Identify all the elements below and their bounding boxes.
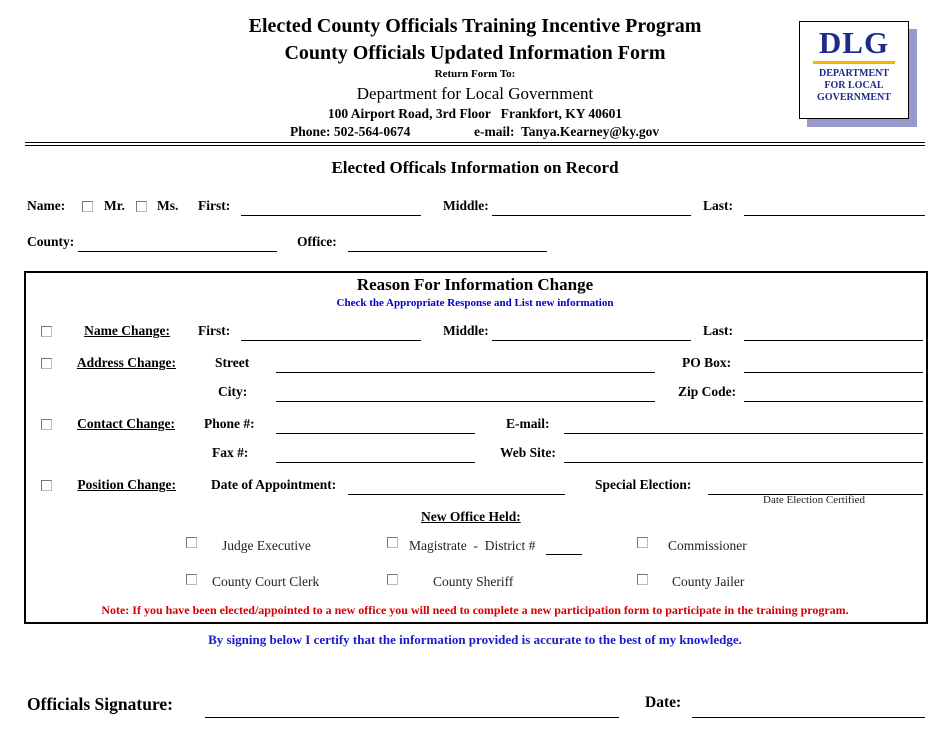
department-name: Department for Local Government xyxy=(356,84,594,103)
email-input[interactable] xyxy=(564,417,923,434)
change-first-label: First: xyxy=(198,323,231,338)
fax-label: Fax #: xyxy=(212,445,249,460)
street-label: Street xyxy=(215,355,250,370)
website-label: Web Site: xyxy=(500,445,556,460)
return-form-label: Return Form To: xyxy=(434,68,516,80)
change-last-input[interactable] xyxy=(744,324,923,341)
name-change-checkbox[interactable] xyxy=(41,326,52,337)
date-label: Date: xyxy=(645,694,682,711)
commissioner-checkbox[interactable] xyxy=(637,537,648,548)
dlg-logo xyxy=(799,21,909,119)
county-jailer-checkbox[interactable] xyxy=(637,574,648,585)
county-label: County: xyxy=(27,234,75,249)
record-first-input[interactable] xyxy=(241,199,421,216)
date-certified-caption: Date Election Certified xyxy=(763,494,866,506)
logo-abbr: DLG xyxy=(818,25,890,60)
po-box-input[interactable] xyxy=(744,356,923,373)
department-address: 100 Airport Road, 3rd Floor Frankfort, KY 40601 xyxy=(327,106,623,121)
address-change-checkbox[interactable] xyxy=(41,358,52,369)
po-box-label: PO Box: xyxy=(682,355,732,370)
certification-statement: By signing below I certify that the information provided is accurate to the best of my knowledge. xyxy=(208,632,742,647)
office-input[interactable] xyxy=(348,235,547,252)
new-office-held-label: New Office Held: xyxy=(421,509,521,524)
county-court-clerk-label: County Court Clerk xyxy=(212,574,320,589)
office-label: Office: xyxy=(297,234,337,249)
change-first-input[interactable] xyxy=(241,324,421,341)
contact-change-checkbox[interactable] xyxy=(41,419,52,430)
position-change-label: Position Change: xyxy=(77,477,176,492)
record-first-label: First: xyxy=(198,198,231,213)
ms-checkbox[interactable] xyxy=(136,201,147,212)
record-section-heading: Elected Officals Information on Record xyxy=(331,158,619,177)
county-court-clerk-checkbox[interactable] xyxy=(186,574,197,585)
city-label: City: xyxy=(218,384,248,399)
email-label: E-mail: xyxy=(506,416,550,431)
ms-label: Ms. xyxy=(157,198,179,213)
phone-label: Phone #: xyxy=(204,416,255,431)
county-sheriff-checkbox[interactable] xyxy=(387,574,398,585)
name-change-label: Name Change: xyxy=(84,323,170,338)
contact-change-label: Contact Change: xyxy=(77,416,175,431)
logo-line3: GOVERNMENT xyxy=(817,92,891,103)
change-section-subheading: Check the Appropriate Response and List new information xyxy=(336,297,614,309)
record-middle-label: Middle: xyxy=(443,198,489,213)
signature-input[interactable] xyxy=(205,699,619,718)
form-title: County Officials Updated Information Form xyxy=(284,42,666,64)
change-middle-label: Middle: xyxy=(443,323,489,338)
fax-input[interactable] xyxy=(276,446,475,463)
record-last-label: Last: xyxy=(703,198,733,213)
date-input[interactable] xyxy=(692,699,925,718)
phone-input[interactable] xyxy=(276,417,475,434)
change-last-label: Last: xyxy=(703,323,733,338)
county-sheriff-label: County Sheriff xyxy=(433,574,514,589)
name-label: Name: xyxy=(27,198,66,213)
change-section-heading: Reason For Information Change xyxy=(356,275,594,294)
record-last-input[interactable] xyxy=(744,199,925,216)
magistrate-checkbox[interactable] xyxy=(387,537,398,548)
special-election-label: Special Election: xyxy=(595,477,692,492)
website-input[interactable] xyxy=(564,446,923,463)
form-program-title: Elected County Officials Training Incentive Program xyxy=(248,15,702,37)
contact-email: e-mail: Tanya.Kearney@ky.gov xyxy=(474,124,660,139)
county-jailer-label: County Jailer xyxy=(672,574,745,589)
city-input[interactable] xyxy=(276,385,655,402)
date-of-appointment-input[interactable] xyxy=(348,478,565,495)
zip-code-label: Zip Code: xyxy=(678,384,737,399)
header-divider xyxy=(25,142,925,146)
magistrate-district-input[interactable] xyxy=(546,538,582,555)
position-change-checkbox[interactable] xyxy=(41,480,52,491)
county-input[interactable] xyxy=(78,235,277,252)
change-middle-input[interactable] xyxy=(492,324,691,341)
magistrate-label: Magistrate - District # xyxy=(409,538,536,553)
mr-label: Mr. xyxy=(104,198,125,213)
street-input[interactable] xyxy=(276,356,655,373)
logo-line1: DEPARTMENT xyxy=(818,68,890,79)
address-change-label: Address Change: xyxy=(76,355,176,370)
commissioner-label: Commissioner xyxy=(668,538,747,553)
date-of-appointment-label: Date of Appointment: xyxy=(211,477,337,492)
mr-checkbox[interactable] xyxy=(82,201,93,212)
signature-label: Officials Signature: xyxy=(27,694,173,714)
logo-line2: FOR LOCAL xyxy=(824,80,884,91)
contact-phone: Phone: 502-564-0674 xyxy=(290,124,411,139)
new-office-note: Note: If you have been elected/appointed to a new office you will need to complete a new participation form to participate in the training program. xyxy=(101,603,849,617)
zip-code-input[interactable] xyxy=(744,385,923,402)
special-election-input[interactable] xyxy=(708,478,923,495)
record-middle-input[interactable] xyxy=(492,199,691,216)
judge-executive-checkbox[interactable] xyxy=(186,537,197,548)
judge-executive-label: Judge Executive xyxy=(222,538,311,553)
